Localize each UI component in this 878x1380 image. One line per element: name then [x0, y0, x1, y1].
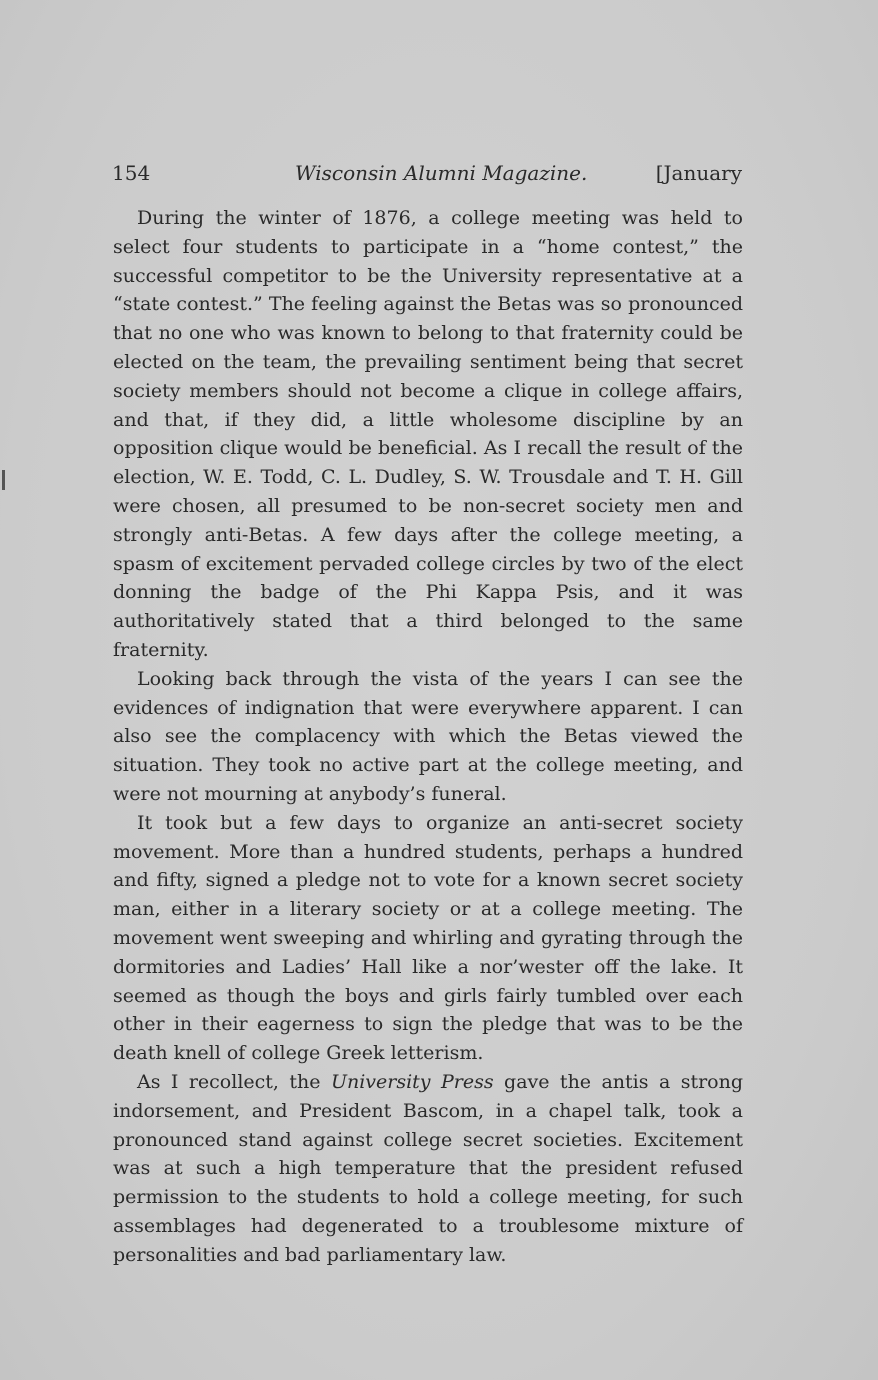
running-header [112, 158, 742, 188]
running-title: Wisconsin Alumni Magazine. [295, 161, 588, 185]
paragraph-4-rest: gave the antis a strong indorsement, and President Bascom, in a chapel talk, took a pronounced stand against college secret societies. Excitement was at such a high temperature that the president refused permission to the students to hold a college meeting, for such assemblages had degenerated to a troublesome mixture of personalities and bad parliamentary law. [113, 1070, 744, 1266]
paragraph-4 [113, 1068, 743, 1270]
paragraph-4-lead: As I recollect, the [137, 1070, 331, 1093]
paragraph-3: It took but a few days to organize an anti-secret society movement. More than a hundred students, perhaps a hundred and fifty, signed a pledge not to vote for a known secret society man, either in a literary society or at a college meeting. The movement went sweeping and whirling and gyrating through the dormitories and Ladies’ Hall like a nor’wester off the lake. It seemed as though the boys and girls fairly tumbled over each other in their eagerness to sign the pledge that was to be the death knell of college Greek letterism. [113, 811, 743, 1065]
newspaper-title: University Press [330, 1070, 494, 1093]
page-number: 154 [112, 161, 151, 185]
article-body [113, 204, 743, 1269]
paragraph-1: During the winter of 1876, a college meeting was held to select four students to participate in a “home contest,” the successful competitor to be the University representative at a “state contest.” The feeling against the Betas was so pronounced that no one who was known to belong to that fraternity could be elected on the team, the prevailing sentiment being that secret society members should not become a clique in college affairs, and that, if they did, a little wholesome discipline by an opposition clique would be beneficial. As I recall the result of the election, W. E. Todd, C. L. Dudley, S. W. Trousdale and T. H. Gill were chosen, all presumed to be non-secret society men and strongly anti-Betas. A few days after the college meeting, a spasm of excitement pervaded college circles by two of the elect donning the badge of the Phi Kappa Psis, and it was authoritatively stated that a third belonged to the same fraternity. [113, 207, 743, 661]
paragraph-2: Looking back through the vista of the years I can see the evidences of indignation that were everywhere apparent. I can also see the complacency with which the Betas viewed the situation. They took no active part at the college meeting, and were not mourning at anybody’s funeral. [113, 667, 743, 805]
running-date: [January [655, 161, 742, 185]
margin-mark [2, 470, 5, 490]
